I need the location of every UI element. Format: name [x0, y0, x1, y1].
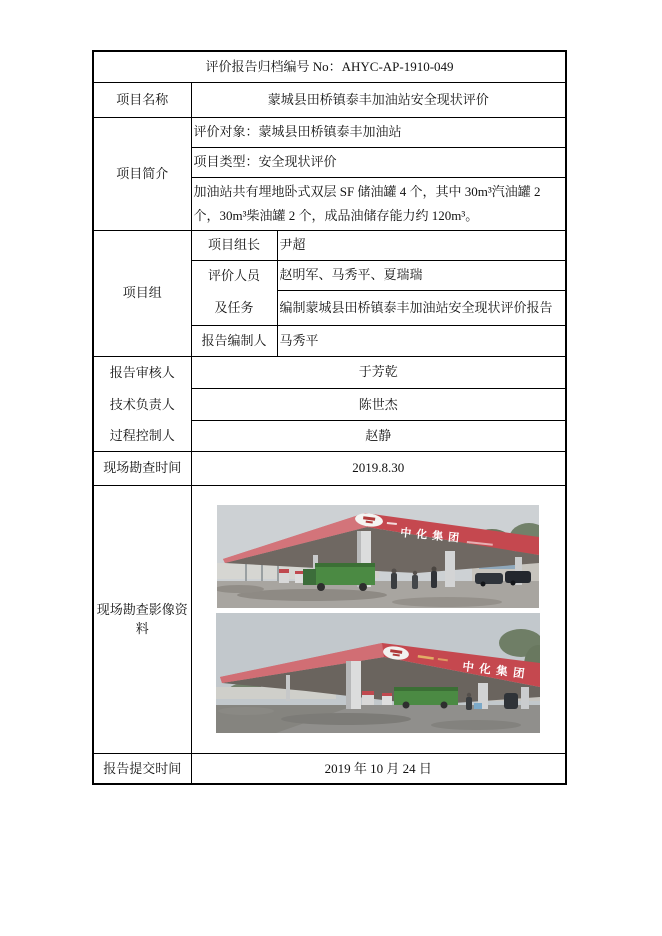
project-brief-label: 项目简介 [93, 117, 191, 230]
survey-media-label: 现场勘查影像资料 [93, 485, 191, 753]
tech-lead-name: 陈世杰 [191, 388, 566, 420]
table-row [93, 356, 566, 388]
archive-number-cell: 评价报告归档编号 No：AHYC-AP-1910-049 [93, 51, 566, 82]
table-row [93, 51, 566, 82]
table-row [93, 230, 566, 260]
project-name-value: 蒙城县田桥镇泰丰加油站安全现状评价 [191, 82, 566, 117]
table-row [93, 753, 566, 784]
project-info-table [92, 50, 567, 785]
evaluation-target-cell: 评价对象：蒙城县田桥镇泰丰加油站 [191, 117, 566, 147]
members-and-task-label [191, 260, 277, 325]
submit-time-label: 报告提交时间 [93, 753, 191, 784]
table-row [93, 117, 566, 147]
members-label-line2: 及任务 [214, 299, 254, 315]
members-label-line1: 评价人员 [207, 267, 260, 283]
site-photo-1 [217, 505, 539, 608]
table-row [93, 485, 566, 753]
photo1-brand-text: 中化集团 [399, 527, 465, 546]
report-compiler-label: 报告编制人 [191, 325, 277, 356]
table-row [93, 82, 566, 117]
process-controller-label: 过程控制人 [109, 427, 175, 443]
project-description-cell: 加油站共有埋地卧式双层 SF 储油罐 4 个，其中 30m³汽油罐 2 个，30m³柴油罐 2 个，成品油储存能力约 120m³。 [191, 177, 566, 230]
survey-time-value: 2019.8.30 [191, 451, 566, 485]
team-leader-name: 尹超 [277, 230, 566, 260]
site-photo-2 [216, 613, 540, 733]
reviewer-label: 报告审核人 [109, 364, 175, 380]
review-roles-label-cell [93, 356, 191, 451]
team-task-cell: 编制蒙城县田桥镇泰丰加油站安全现状评价报告 [277, 290, 566, 325]
project-team-label: 项目组 [93, 230, 191, 356]
process-controller-name: 赵静 [191, 421, 566, 451]
submit-time-value: 2019 年 10 月 24 日 [191, 753, 566, 784]
photo2-brand-text: 中化集团 [461, 661, 531, 682]
team-leader-label: 项目组长 [191, 230, 277, 260]
table-row [93, 451, 566, 485]
project-type-cell: 项目类型：安全现状评价 [191, 147, 566, 177]
report-compiler-name: 马秀平 [277, 325, 566, 356]
tech-lead-label: 技术负责人 [109, 396, 175, 412]
survey-time-label: 现场勘查时间 [93, 451, 191, 485]
team-members-cell: 赵明军、马秀平、夏瑞瑞 [277, 260, 566, 290]
project-name-label: 项目名称 [93, 82, 191, 117]
reviewer-name: 于芳乾 [191, 356, 566, 388]
survey-media-cell [191, 485, 566, 753]
